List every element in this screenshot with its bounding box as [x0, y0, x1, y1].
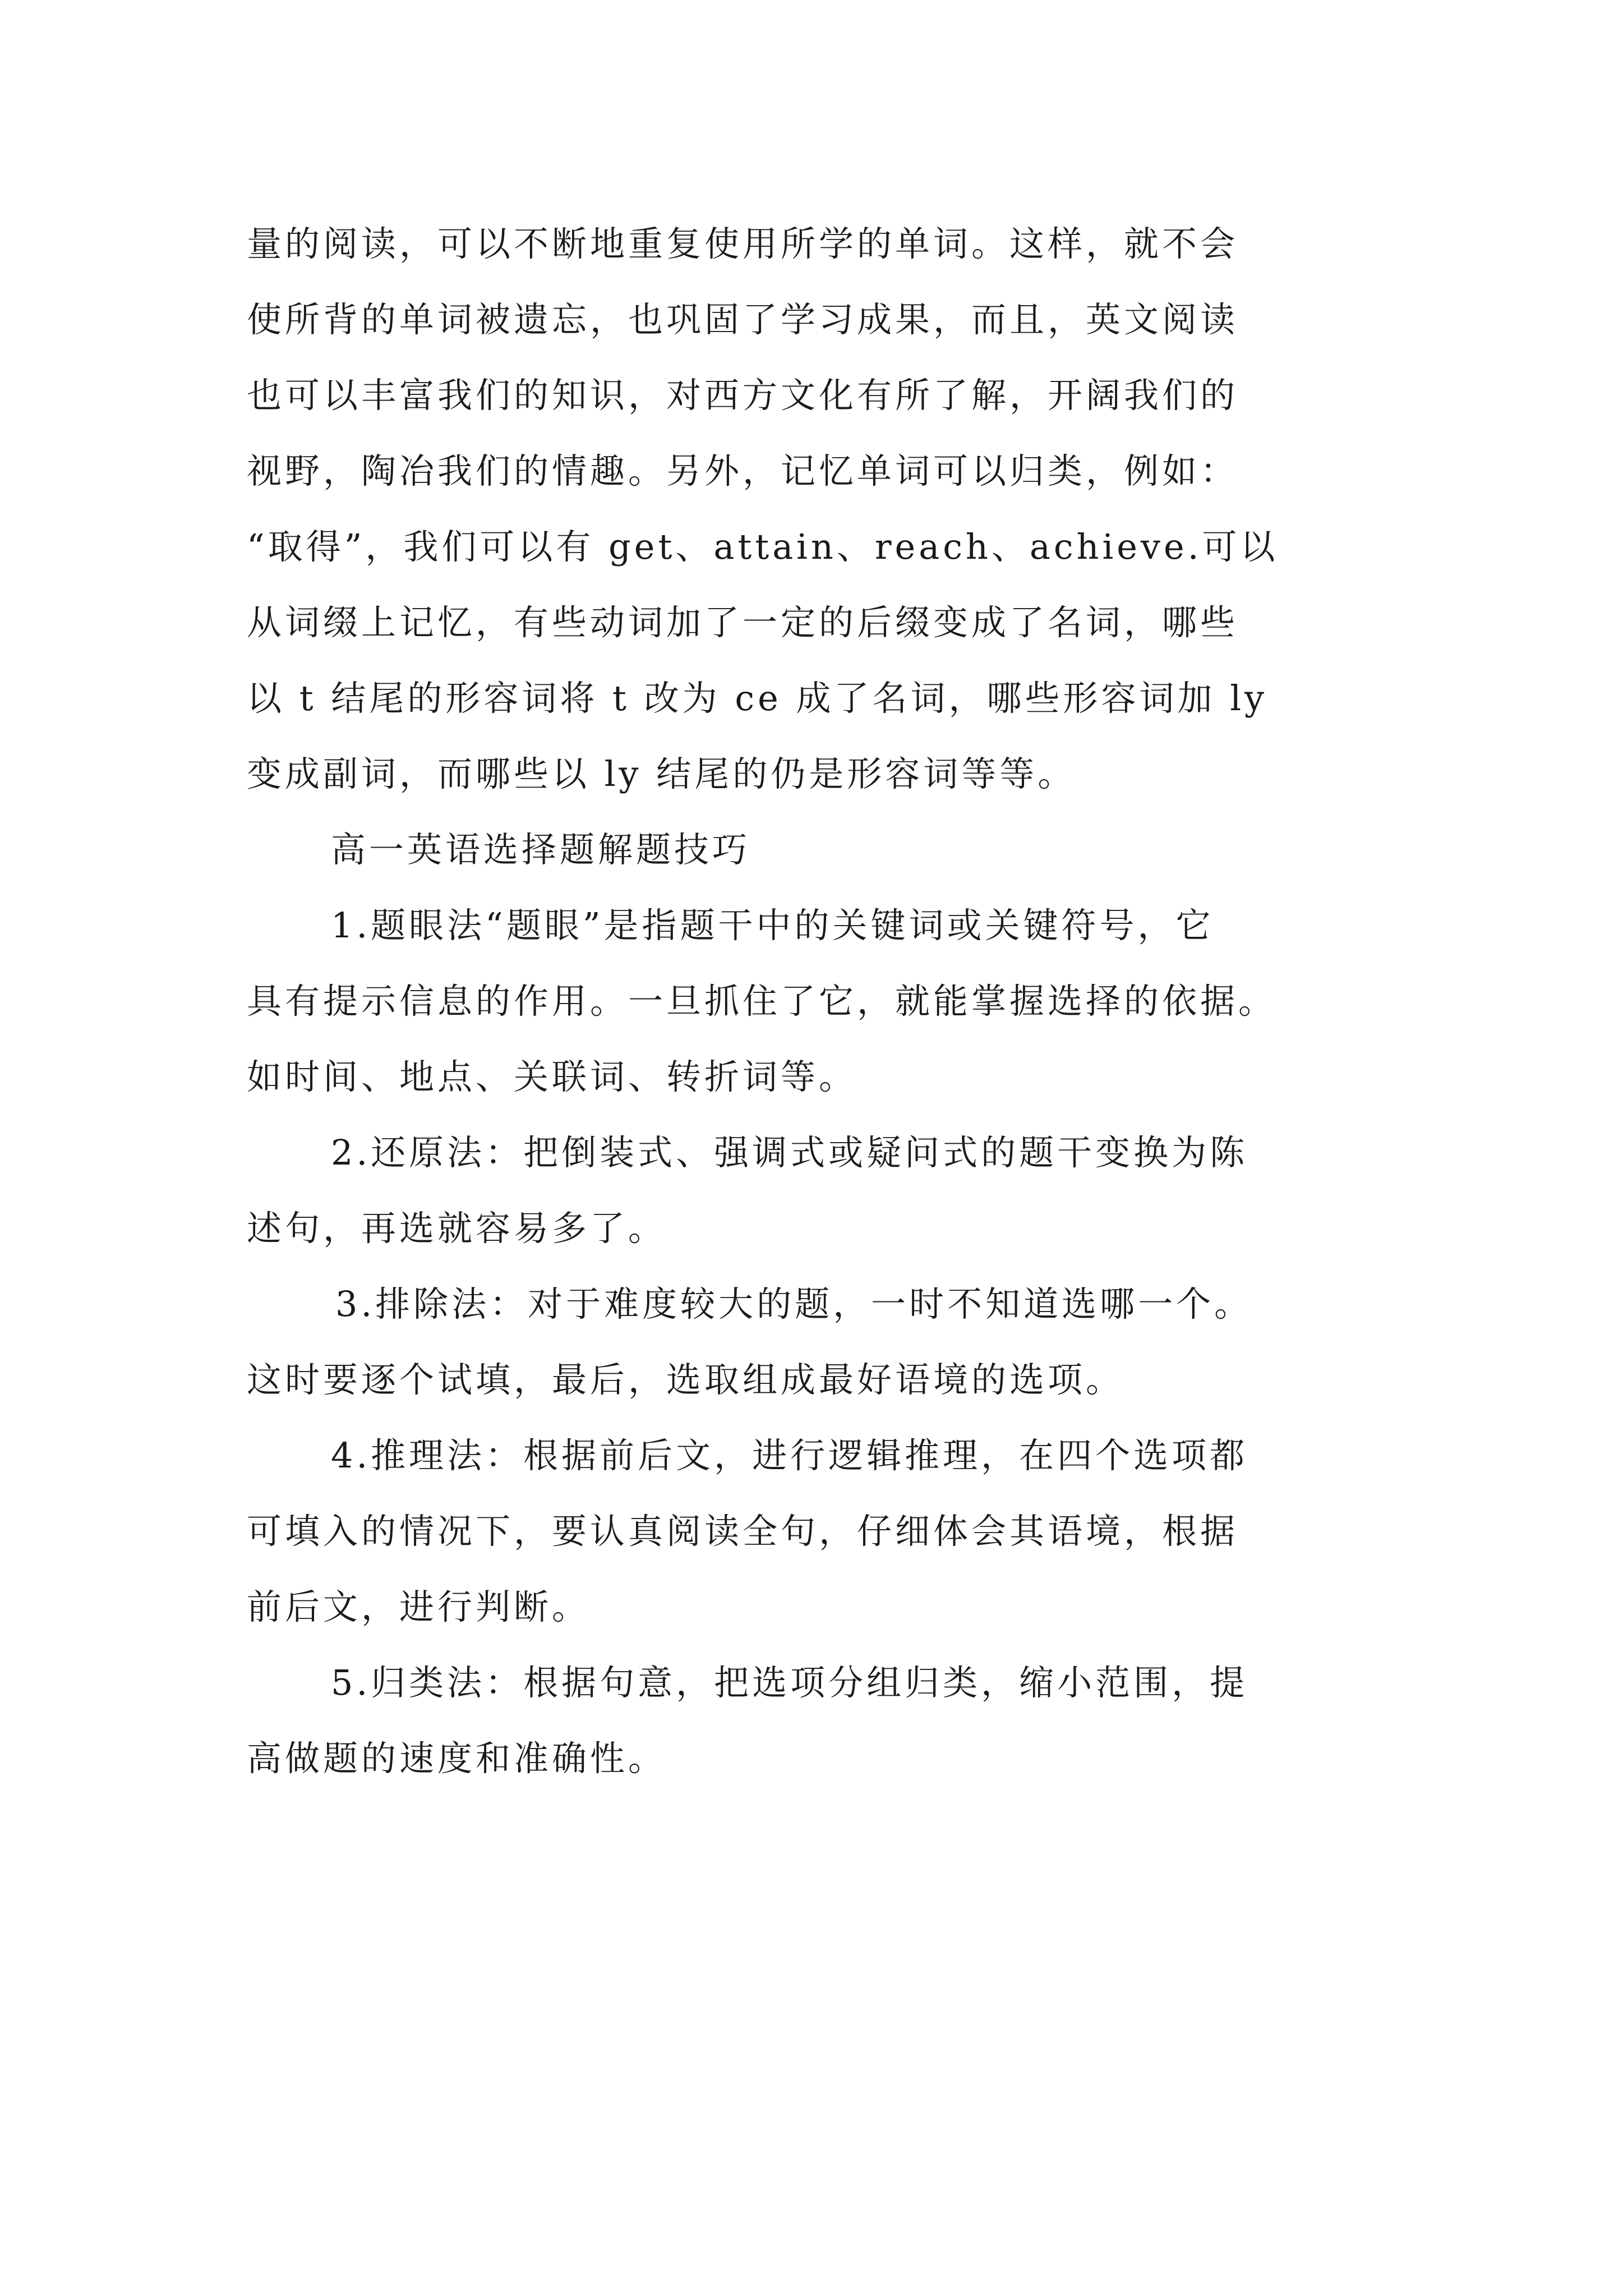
- paragraph-line: 4.推理法：根据前后文，进行逻辑推理，在四个选项都: [331, 1435, 1248, 1476]
- paragraph-line: 2.还原法：把倒装式、强调式或疑问式的题干变换为陈: [331, 1132, 1248, 1173]
- paragraph-line: 5.归类法：根据句意，把选项分组归类，缩小范围，提: [331, 1662, 1248, 1703]
- paragraph-line: 可填入的情况下，要认真阅读全句，仔细体会其语境，根据: [247, 1511, 1239, 1552]
- paragraph-line: 也可以丰富我们的知识，对西方文化有所了解，开阔我们的: [247, 375, 1239, 416]
- paragraph-line: 如时间、地点、关联词、转折词等。: [247, 1056, 857, 1097]
- paragraph-line: 以 t 结尾的形容词将 t 改为 ce 成了名词，哪些形容词加 ly: [247, 678, 1268, 719]
- paragraph-line: 具有提示信息的作用。一旦抓住了它，就能掌握选择的依据。: [247, 981, 1277, 1022]
- paragraph-line: 1.题眼法“题眼”是指题干中的关键词或关键符号，它: [331, 905, 1214, 946]
- paragraph-line: 使所背的单词被遗忘，也巩固了学习成果，而且，英文阅读: [247, 299, 1239, 340]
- paragraph-line: 述句，再选就容易多了。: [247, 1208, 667, 1249]
- paragraph-line: 变成副词，而哪些以 ly 结尾的仍是形容词等等。: [247, 753, 1076, 794]
- paragraph-line: 从词缀上记忆，有些动词加了一定的后缀变成了名词，哪些: [247, 602, 1239, 643]
- paragraph-line: 高做题的速度和准确性。: [247, 1738, 667, 1779]
- paragraph-line: 3.排除法：对于难度较大的题，一时不知道选哪一个。: [335, 1283, 1253, 1324]
- paragraph-line: “取得”，我们可以有 get、attain、reach、achieve.可以: [247, 526, 1279, 567]
- paragraph-line: 前后文，进行判断。: [247, 1586, 591, 1627]
- paragraph-line: 量的阅读，可以不断地重复使用所学的单词。这样，就不会: [247, 223, 1239, 264]
- section-heading: 高一英语选择题解题技巧: [331, 829, 751, 870]
- paragraph-line: 这时要逐个试填，最后，选取组成最好语境的选项。: [247, 1359, 1124, 1400]
- paragraph-line: 视野，陶冶我们的情趣。另外，记忆单词可以归类，例如：: [247, 450, 1239, 491]
